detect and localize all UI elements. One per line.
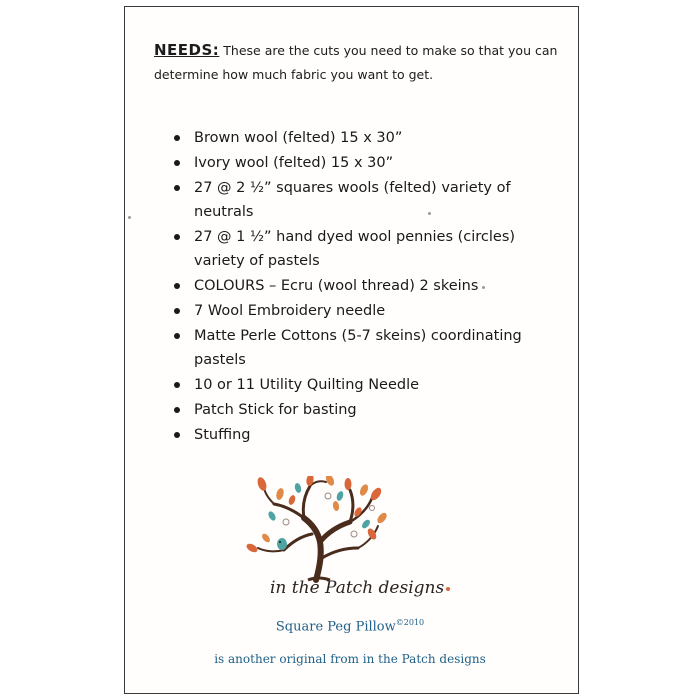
bullet-icon xyxy=(174,407,180,413)
bullet-icon xyxy=(174,234,180,240)
supply-item xyxy=(172,423,552,447)
pattern-name: Square Peg Pillow xyxy=(275,619,396,635)
supply-item xyxy=(172,176,552,224)
supply-item xyxy=(172,126,552,150)
logo-wordmark xyxy=(270,578,450,598)
supply-item xyxy=(172,225,552,273)
paper-speck xyxy=(482,286,485,289)
paper-speck xyxy=(128,216,131,219)
bullet-icon xyxy=(174,185,180,191)
supply-item xyxy=(172,373,552,397)
supply-item xyxy=(172,299,552,323)
bullet-icon xyxy=(174,283,180,289)
supply-item xyxy=(172,398,552,422)
paper-speck xyxy=(428,212,431,215)
supply-text: Ivory wool (felted) 15 x 30” xyxy=(194,155,394,171)
supply-text: Stuffing xyxy=(194,427,251,443)
needs-intro: These are the cuts you need to make so that you can determine how much fabric you want to get. xyxy=(154,43,558,82)
supply-text: 27 @ 1 ½” hand dyed wool pennies (circles) variety of pastels xyxy=(194,229,516,269)
bullet-icon xyxy=(174,160,180,166)
copyright-year: 2010 xyxy=(403,618,425,627)
supply-item xyxy=(172,274,552,298)
bullet-icon xyxy=(174,333,180,339)
supply-text: COLOURS – Ecru (wool thread) 2 skeins xyxy=(194,278,479,294)
needs-heading: NEEDS: xyxy=(154,41,220,59)
supply-text: 10 or 11 Utility Quilting Needle xyxy=(194,377,420,393)
needs-section xyxy=(154,38,564,87)
supply-item xyxy=(172,324,552,372)
bullet-icon xyxy=(174,432,180,438)
dot-icon xyxy=(446,587,450,591)
supply-text: Matte Perle Cottons (5-7 skeins) coordinating pastels xyxy=(194,328,522,368)
bullet-icon xyxy=(174,308,180,314)
bullet-icon xyxy=(174,135,180,141)
logo-text: in the Patch designs xyxy=(270,578,445,598)
supply-text: Patch Stick for basting xyxy=(194,402,357,418)
supply-text: 7 Wool Embroidery needle xyxy=(194,303,386,319)
copyright-symbol: © xyxy=(395,618,404,627)
pattern-title xyxy=(0,618,700,634)
supply-list xyxy=(172,126,552,448)
bullet-icon xyxy=(174,382,180,388)
supply-text: Brown wool (felted) 15 x 30” xyxy=(194,130,403,146)
footer-note: is another original from in the Patch designs xyxy=(214,652,486,666)
supply-item xyxy=(172,151,552,175)
supply-text: 27 @ 2 ½” squares wools (felted) variety of neutrals xyxy=(194,180,511,220)
